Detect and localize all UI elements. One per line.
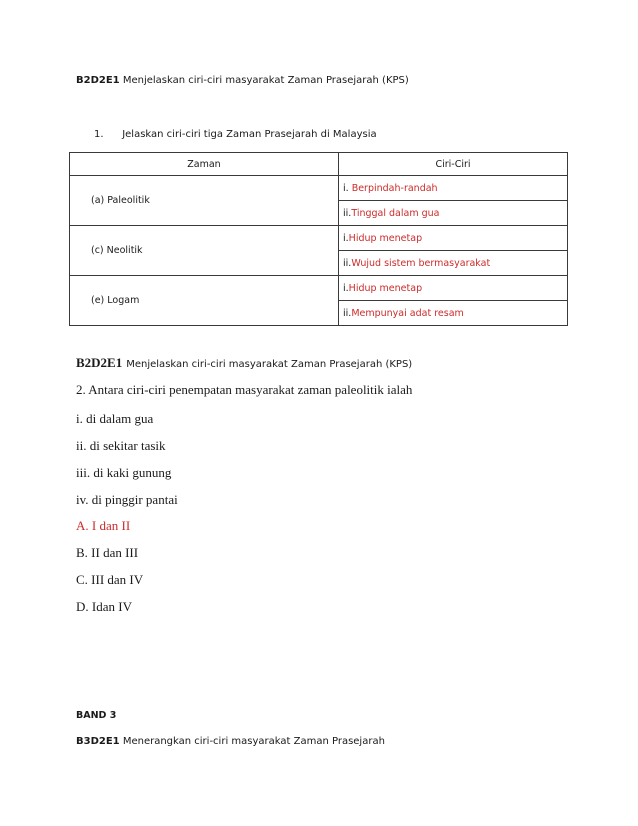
section3-code: B3D2E1 — [76, 736, 120, 747]
ciri-answer: Wujud sistem bermasyarakat — [351, 257, 491, 269]
section1-title: Menjelaskan ciri-ciri masyarakat Zaman Prasejarah (KPS) — [122, 75, 409, 86]
option-a-answer: A. I dan II — [76, 518, 131, 533]
ciri-cell — [339, 176, 568, 201]
statement-item: i. di dalam gua — [76, 411, 154, 426]
statement-item: ii. di sekitar tasik — [76, 438, 166, 453]
section1-heading — [76, 75, 409, 86]
header-ciri: Ciri-Ciri — [339, 153, 568, 176]
option-b: B. II dan III — [76, 545, 139, 560]
statement-item: iv. di pinggir pantai — [76, 492, 178, 507]
section1-code: B2D2E1 — [76, 75, 120, 86]
section3-heading — [76, 736, 385, 747]
section2-title: Menjelaskan ciri-ciri masyarakat Zaman Prasejarah (KPS) — [126, 359, 413, 370]
ciri-cell — [339, 251, 568, 276]
section3-title: Menerangkan ciri-ciri masyarakat Zaman Prasejarah — [122, 736, 385, 747]
ciri-prefix: ii. — [343, 207, 352, 219]
question-1-number: 1. — [94, 129, 104, 140]
zaman-cell: (e) Logam — [70, 276, 339, 326]
section2-heading — [76, 354, 412, 372]
zaman-cell: (a) Paleolitik — [70, 176, 339, 226]
table-row — [70, 276, 568, 301]
option-d: D. Idan IV — [76, 599, 132, 614]
ciri-cell — [339, 276, 568, 301]
ciri-prefix: i. — [343, 282, 349, 294]
ciri-cell — [339, 201, 568, 226]
ciri-prefix: i. — [343, 232, 349, 244]
ciri-cell — [339, 301, 568, 326]
ciri-answer: Tinggal dalam gua — [351, 207, 440, 219]
ciri-prefix: i. — [343, 182, 352, 194]
ciri-answer: Mempunyai adat resam — [351, 307, 464, 319]
zaman-cell: (c) Neolitik — [70, 226, 339, 276]
ciri-answer: Hidup menetap — [348, 282, 423, 294]
band-label: BAND 3 — [76, 710, 117, 721]
section2-code: B2D2E1 — [76, 355, 123, 370]
ciri-answer: Berpindah-randah — [351, 182, 438, 194]
ciri-prefix: ii. — [343, 257, 352, 269]
zaman-table — [69, 152, 568, 326]
option-c: C. III dan IV — [76, 572, 144, 587]
statement-item: iii. di kaki gunung — [76, 465, 172, 480]
question-2-text: 2. Antara ciri-ciri penempatan masyarakat zaman paleolitik ialah — [76, 382, 413, 397]
ciri-prefix: ii. — [343, 307, 352, 319]
question-1 — [94, 129, 377, 140]
table-row — [70, 176, 568, 201]
question-1-text: Jelaskan ciri-ciri tiga Zaman Prasejarah di Malaysia — [122, 129, 377, 140]
ciri-answer: Hidup menetap — [348, 232, 423, 244]
header-zaman: Zaman — [70, 153, 339, 176]
ciri-cell — [339, 226, 568, 251]
table-header-row — [70, 153, 568, 176]
table-row — [70, 226, 568, 251]
